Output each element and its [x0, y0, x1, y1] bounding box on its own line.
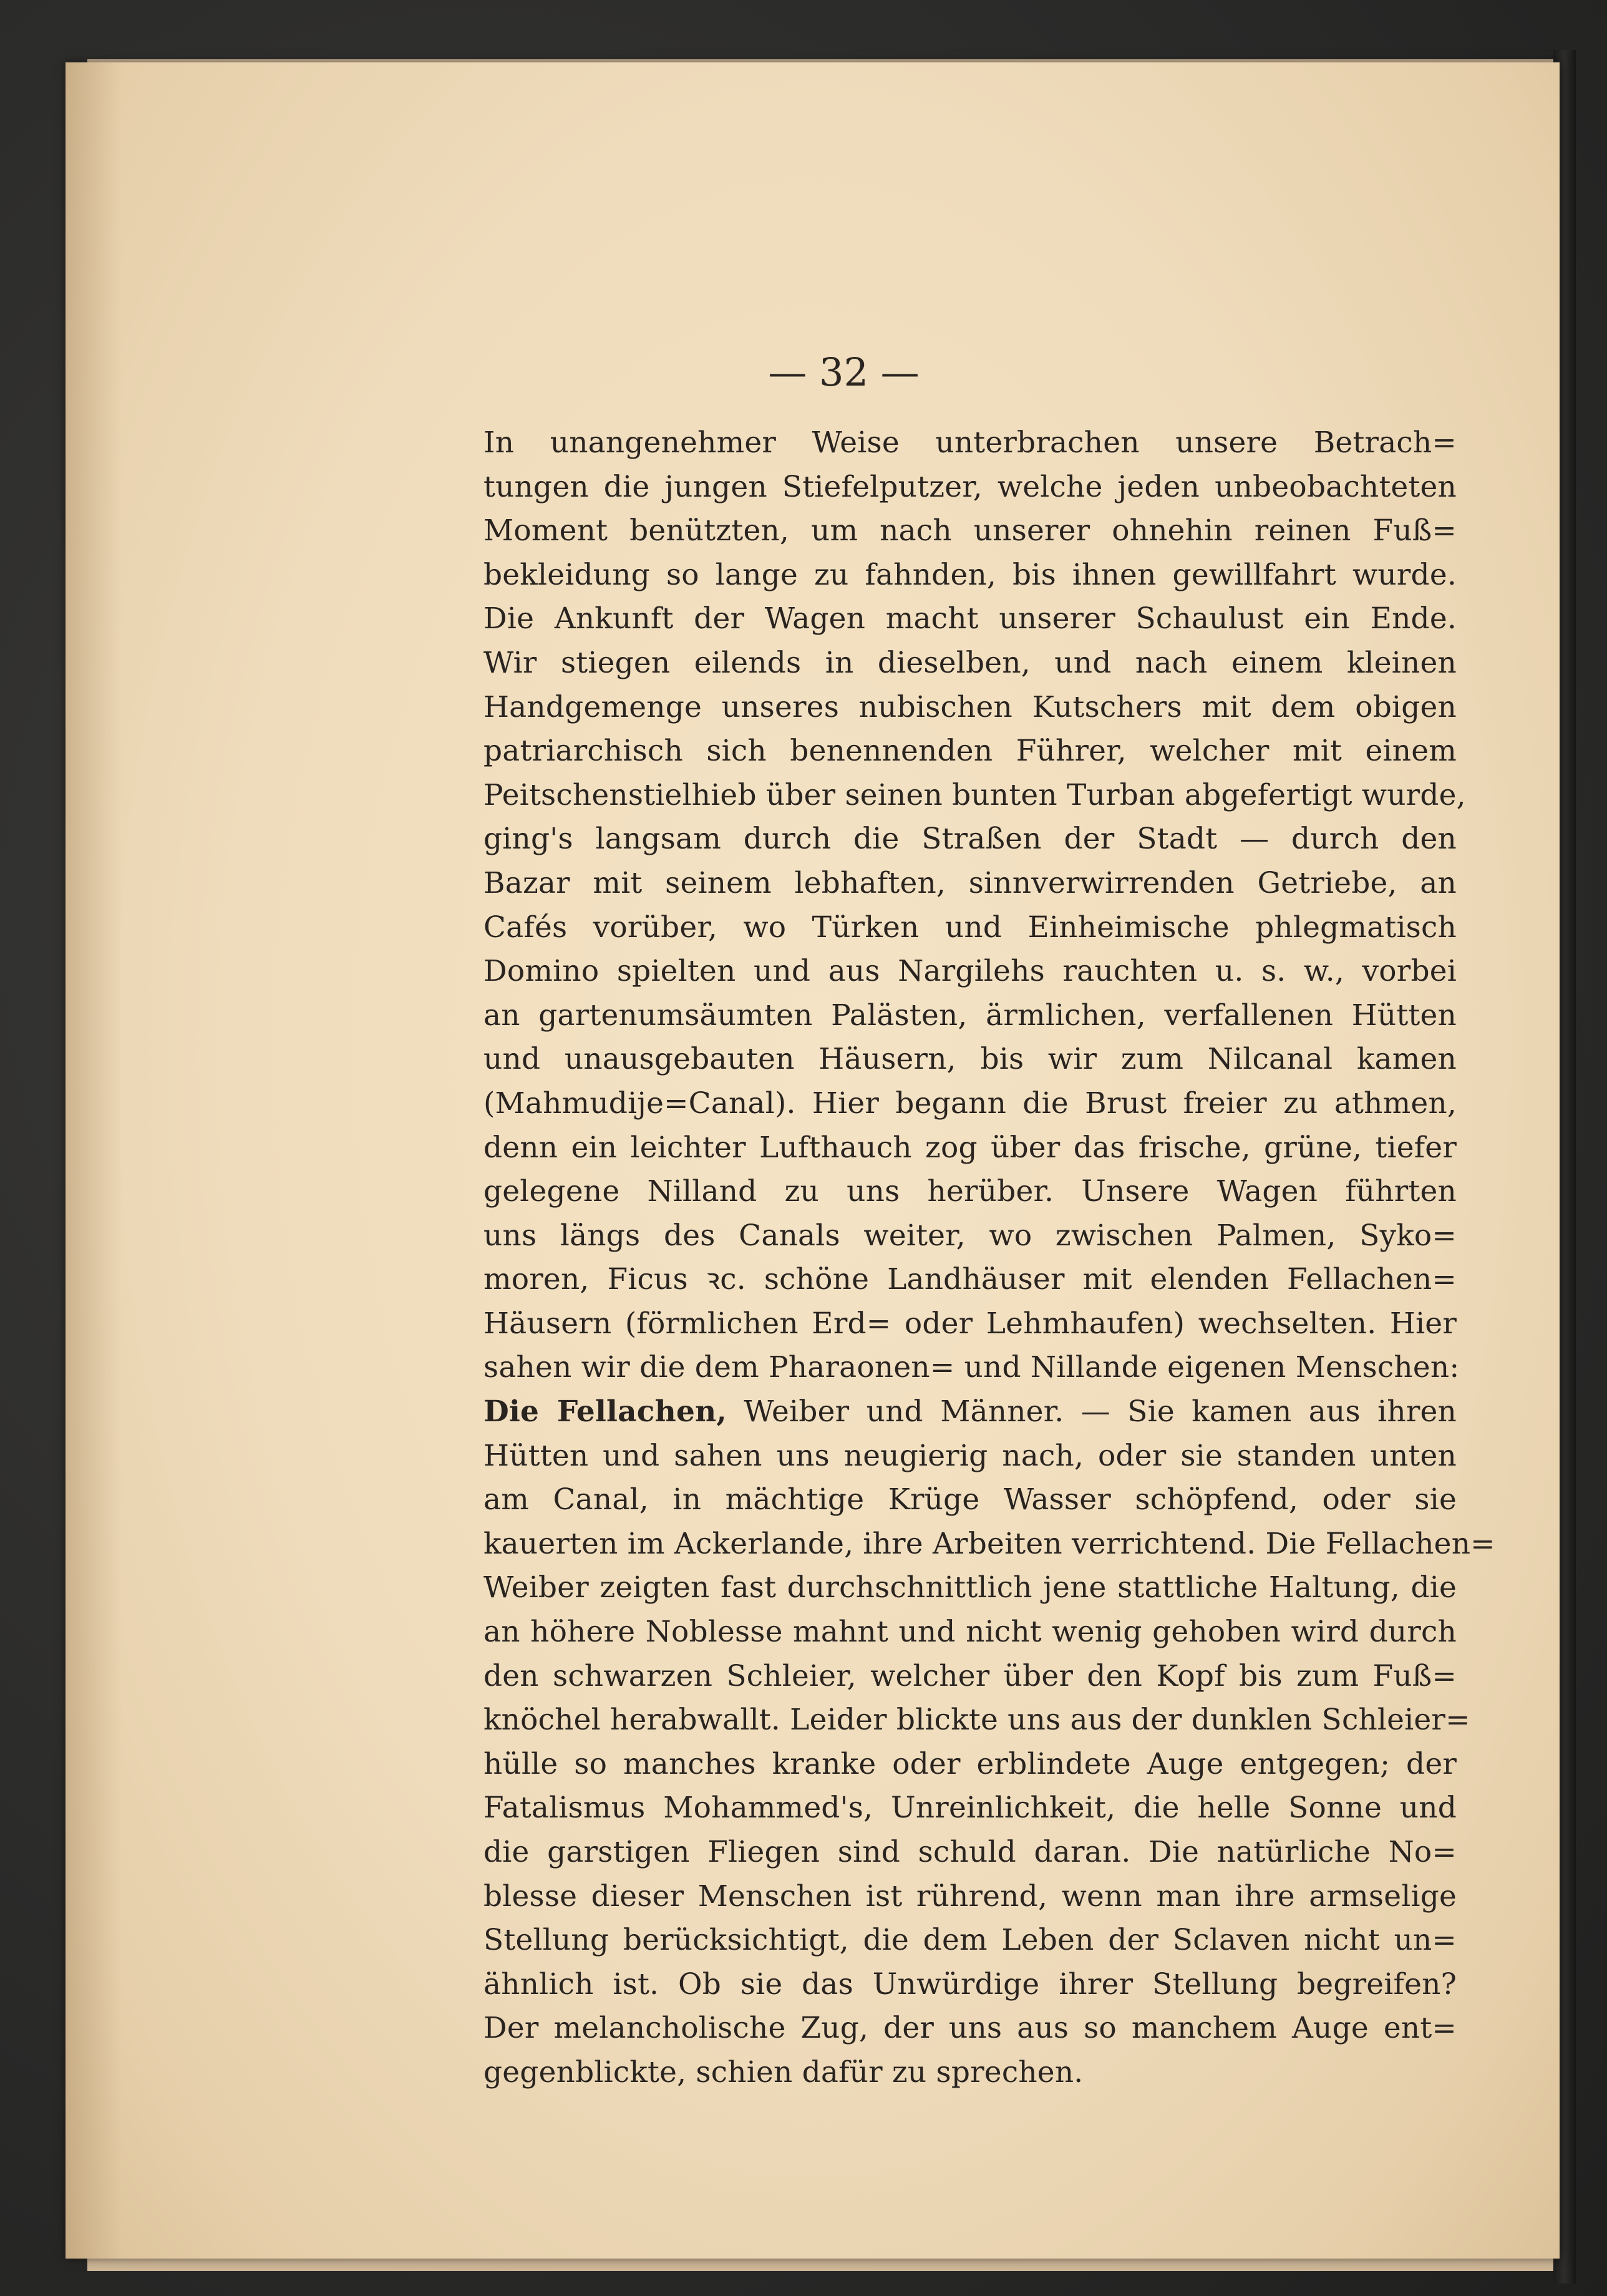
text-line: an höhere Noblesse mahnt und nicht wenig gehoben wird durch	[483, 1615, 1457, 1650]
text-line: blesse dieser Menschen ist rührend, wenn man ihre armselige	[483, 1879, 1457, 1914]
text-line: gelegene Nilland zu uns herüber. Unsere Wagen führten	[483, 1174, 1457, 1209]
text-line: (Mahmudije=Canal). Hier begann die Brust freier zu athmen,	[483, 1086, 1457, 1121]
bold-heading-fellachen: Die Fellachen,	[483, 1394, 727, 1429]
text-line: Moment benützten, um nach unserer ohnehin reinen Fuß=	[483, 513, 1457, 548]
text-line: am Canal, in mächtige Krüge Wasser schöpfend, oder sie	[483, 1482, 1457, 1517]
text-line: patriarchisch sich benennenden Führer, welcher mit einem	[483, 734, 1457, 769]
text-line: Bazar mit seinem lebhaften, sinnverwirrenden Getriebe, an	[483, 865, 1457, 900]
text-line: Handgemenge unseres nubischen Kutschers mit dem obigen	[483, 689, 1457, 724]
text-line: Hütten und sahen uns neugierig nach, oder sie standen unten	[483, 1438, 1457, 1473]
text-line-with-bold	[483, 1390, 1457, 1434]
text-line: In unangenehmer Weise unterbrachen unsere Betrach=	[483, 426, 1457, 460]
text-line: knöchel herabwallt. Leider blickte uns aus der dunklen Schleier=	[483, 1703, 1470, 1738]
text-line: Stellung berücksichtigt, die dem Leben der Sclaven nicht un=	[483, 1923, 1457, 1958]
text-line: bekleidung so lange zu fahnden, bis ihnen gewillfahrt wurde.	[483, 557, 1457, 592]
text-line: moren, Ficus ꝛc. schöne Landhäuser mit elenden Fellachen=	[483, 1262, 1457, 1297]
text-line: kauerten im Ackerlande, ihre Arbeiten verrichtend. Die Fellachen=	[483, 1526, 1495, 1561]
text-line: ging's langsam durch die Straßen der Stadt — durch den	[483, 822, 1457, 857]
text-line: an gartenumsäumten Palästen, ärmlichen, verfallenen Hütten	[483, 998, 1457, 1033]
text-line: Cafés vorüber, wo Türken und Einheimische phlegmatisch	[483, 910, 1457, 945]
text-line-rest: Weiber und Männer. — Sie kamen aus ihren	[727, 1394, 1457, 1429]
text-line: Peitschenstielhieb über seinen bunten Turban abgefertigt wurde,	[483, 777, 1466, 812]
text-line: tungen die jungen Stiefelputzer, welche jeden unbeobachteten	[483, 469, 1457, 504]
text-line: Domino spielten und aus Nargilehs rauchten u. s. w., vorbei	[483, 954, 1457, 989]
text-line: Fatalismus Mohammed's, Unreinlichkeit, die helle Sonne und	[483, 1791, 1457, 1826]
text-line: denn ein leichter Lufthauch zog über das frische, grüne, tiefer	[483, 1130, 1457, 1165]
text-line: ähnlich ist. Ob sie das Unwürdige ihrer Stellung begreifen?	[483, 1967, 1457, 2002]
text-line: und unausgebauten Häusern, bis wir zum Nilcanal kamen	[483, 1042, 1457, 1077]
text-line: die garstigen Fliegen sind schuld daran. Die natürliche No=	[483, 1835, 1457, 1869]
body-text	[483, 421, 1495, 2095]
text-line: Die Ankunft der Wagen macht unserer Schaulust ein Ende.	[483, 601, 1457, 636]
book-page	[66, 62, 1560, 2259]
page-number: — 32 —	[768, 349, 920, 395]
text-line: uns längs des Canals weiter, wo zwischen Palmen, Syko=	[483, 1218, 1457, 1253]
text-line: Weiber zeigten fast durchschnittlich jene stattliche Haltung, die	[483, 1570, 1457, 1605]
text-line: hülle so manches kranke oder erblindete Auge entgegen; der	[483, 1746, 1457, 1781]
text-line: Der melancholische Zug, der uns aus so manchem Auge ent=	[483, 2011, 1457, 2046]
text-line: Wir stiegen eilends in dieselben, und nach einem kleinen	[483, 645, 1457, 680]
text-line: gegenblickte, schien dafür zu sprechen.	[483, 2055, 1084, 2089]
text-line: den schwarzen Schleier, welcher über den Kopf bis zum Fuß=	[483, 1658, 1457, 1693]
text-line: sahen wir die dem Pharaonen= und Nillande eigenen Menschen:	[483, 1350, 1460, 1385]
text-line: Häusern (förmlichen Erd= oder Lehmhaufen) wechselten. Hier	[483, 1306, 1457, 1341]
